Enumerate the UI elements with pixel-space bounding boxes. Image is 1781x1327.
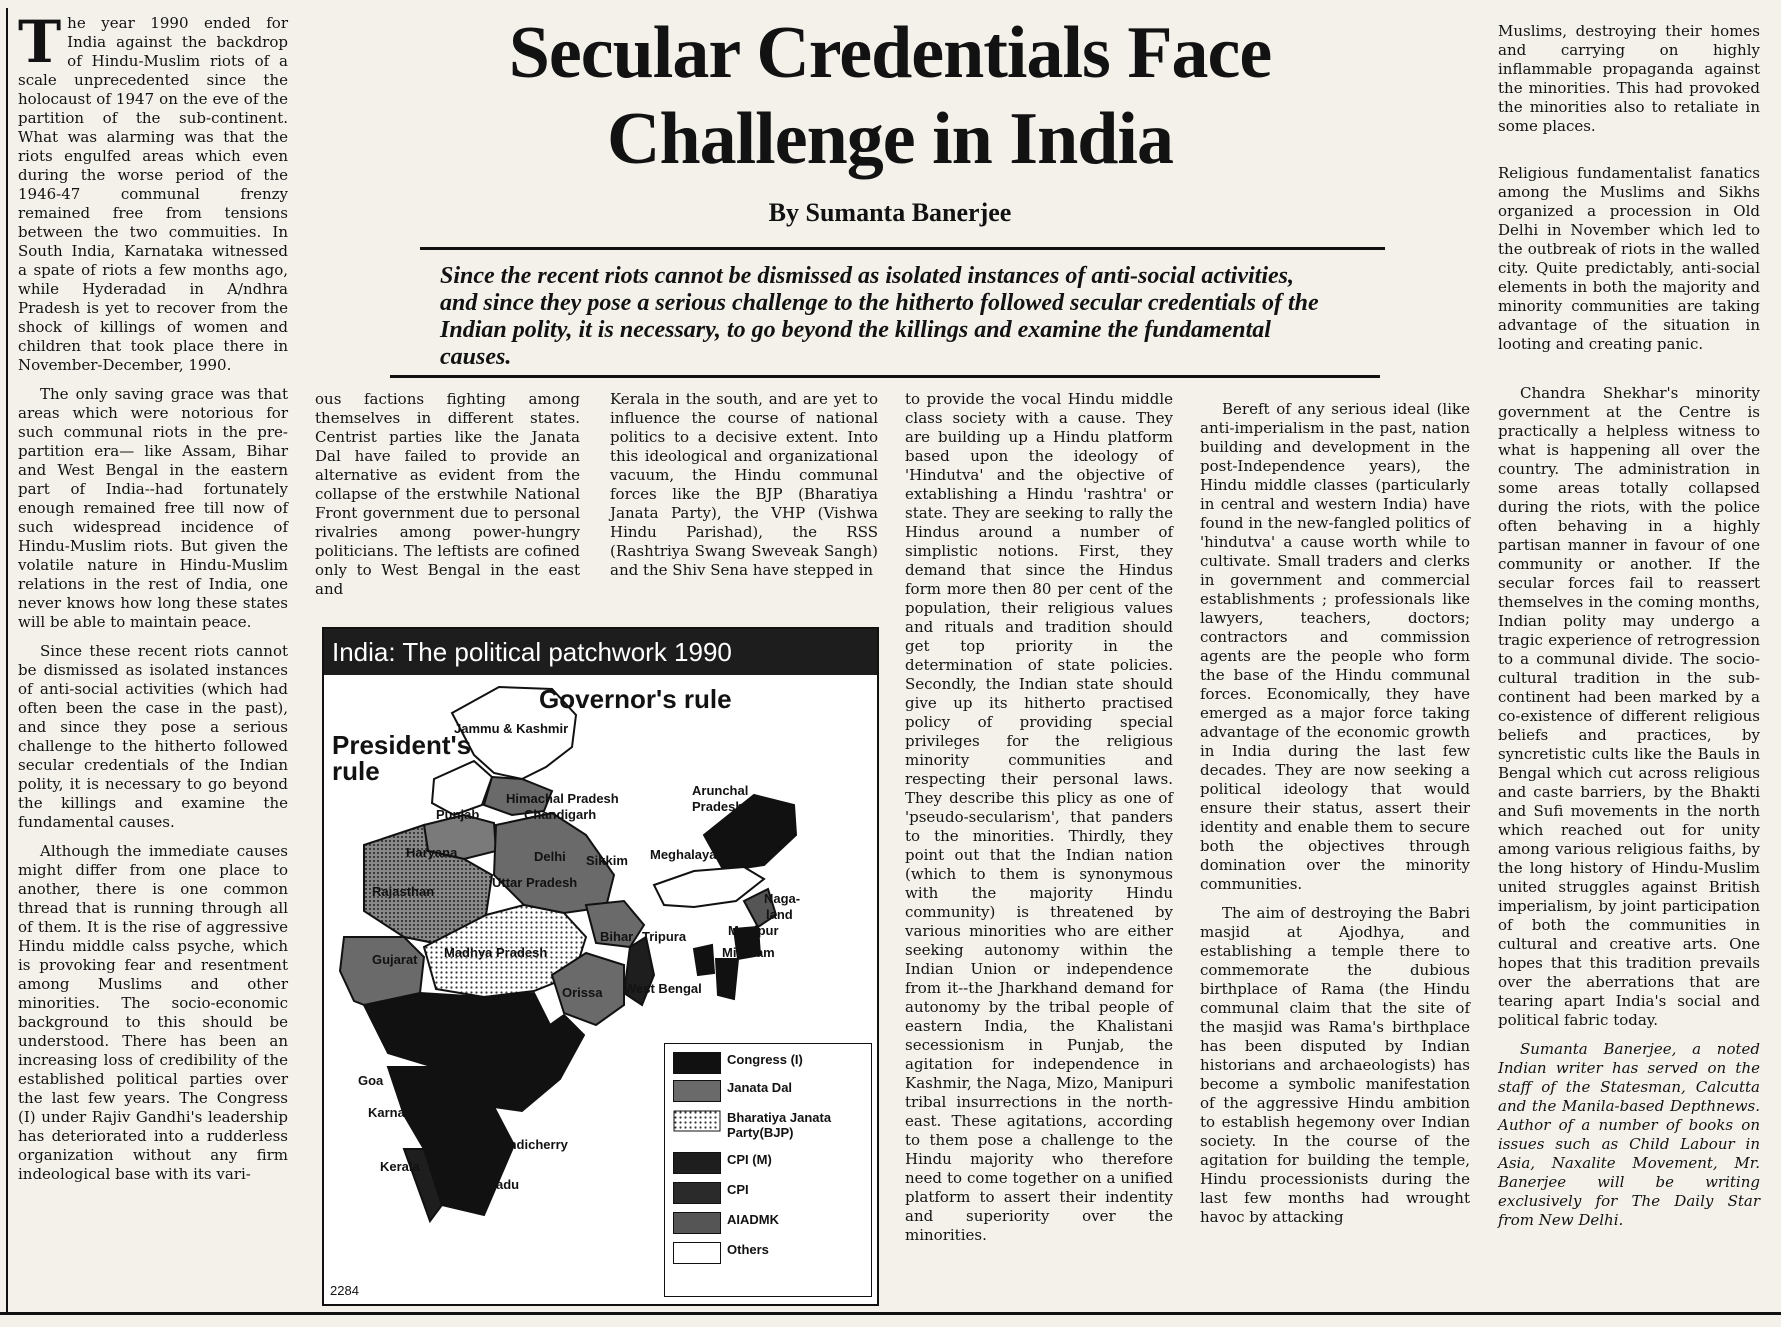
label-west-bengal: West Bengal <box>624 981 702 996</box>
label-punjab: Punjab <box>436 807 480 822</box>
drop-cap: T <box>18 8 62 76</box>
bottom-rule <box>0 1312 1781 1315</box>
headline <box>385 10 1395 182</box>
paragraph-1 <box>18 8 288 375</box>
label-tamil-nadu: Tamil Nadu <box>450 1177 520 1192</box>
label-nagaland-line1: Naga- <box>764 891 801 906</box>
column-4 <box>905 390 1173 1255</box>
governor-rule-callout: Governor's rule <box>539 684 732 714</box>
legend-swatch <box>673 1152 721 1174</box>
deck-top-rule <box>420 247 1385 250</box>
legend-swatch <box>673 1182 721 1204</box>
col4-paragraph-1: to provide the vocal Hindu middle class society with a cause. They are building up a Hindu platform based upon the ideology of 'Hindutva' and the objective of extablishing a Hindu 'rashtra' or state. They are seeking to rally the Hindus around a number of simplistic notions. First, they demand that since the Hindus form more then 80 per cent of the population, their religious values and rituals and tradition should get top priority in the determination of state policies. Secondly, the Indian state should give up its hitherto practised policy of providing special privileges for the religious minority communities and respecting their personal laws. They describe this plicy as one of 'pseudo-secularism', that panders to the minorities. Thirdly, they point out that the Indian nation (which to them is synonymous with the majority Hindu community) is threatened by various minorities who are either seeking autonomy within the Indian Union or independence from it--the Jharkhand demand for autonomy by the tribal people of eastern India, the Khalistani secessionism in Punjab, the agitation for independence in Kashmir, the Naga, Mizo, Manipuri tribal insurrections in the north-east. These agitations, according to them pose a challenge to the Hindu majority who therefore need to come together on a unified platform to assert their indentity and superiority over the minorities. <box>905 390 1173 1244</box>
map-title: India: The political patchwork 1990 <box>324 629 877 675</box>
label-haryana: Haryana <box>406 845 458 860</box>
column-1 <box>18 8 288 1184</box>
legend-swatch <box>673 1052 721 1074</box>
label-chandigarh: Chandigarh <box>524 807 597 822</box>
col2-paragraph-1: ous factions fighting among themselves in different states. Centrist parties like the Janata Dal have failed to provide an alternative as evident from the collapse of the erstwhile National Front government due to personal rivalries among power-hungry politicians. The leftists are cofined only to West Bengal in the east and <box>315 390 580 598</box>
deck-bottom-rule <box>390 375 1380 378</box>
map-code: 2284 <box>330 1283 359 1298</box>
label-andhra-line2: Pradesh <box>494 1079 546 1094</box>
label-himachal-pradesh: Himachal Pradesh <box>506 791 619 806</box>
headline-line-1: Secular Credentials Face <box>508 12 1272 94</box>
label-delhi: Delhi <box>534 849 566 864</box>
tripura-region <box>694 945 714 975</box>
label-sikkim: Sikkim <box>586 853 628 868</box>
col6-paragraph-2: Religious fundamentalist fanatics among the Muslims and Sikhs organized a procession in Old Delhi in November which led to the outbreak of riots in the walled city. Quite predictably, anti-social elements in both the majority and minority communities are taking advantage of the situation in looting and creating panic. <box>1498 164 1760 353</box>
map-legend <box>664 1043 872 1297</box>
legend-swatch <box>673 1212 721 1234</box>
byline: By Sumanta Banerjee <box>768 198 1012 227</box>
column-2 <box>315 390 580 609</box>
column-3 <box>610 390 878 590</box>
legend-swatch <box>673 1080 721 1102</box>
column-5 <box>1200 400 1470 1237</box>
label-karnataka: Karnataka <box>368 1105 431 1120</box>
col6-paragraph-1: Muslims, destroying their homes and carrying on highly inflammable propaganda against the minorities. This had provoked the minorities also to retaliate in some places. <box>1498 22 1760 135</box>
legend-label: Bharatiya Janata Party(BJP) <box>727 1110 832 1140</box>
label-kerala: Kerala <box>380 1159 420 1174</box>
india-political-map <box>322 627 879 1306</box>
legend-label: CPI <box>727 1182 749 1197</box>
label-jammu-kashmir: Jammu & Kashmir <box>454 721 569 736</box>
col6-paragraph-3: Chandra Shekhar's minority government at the Centre is practically a helpless witness to what is happening all over the country. The administration in some areas totally collapsed during the riots, with the police often behaving in a highly partisan manner in favour of one community or another. If the secular forces fail to reassert themselves in the coming months, Indian polity may undergo a tragic experience of retrogression to a communal divide. The socio-cultural tradition in the sub-continent had been marked by a co-existence of different religious beliefs and practices, by syncretistic cults like the Bauls in Bengal which cut across religious and caste barriers, by the Bhakti and Sufi movements in the north which reached out for unity among various religious faiths, by the long history of Hindu-Muslim united struggles against British imperialism, by joint participation of both the communities in cultural and creative arts. One hopes that this tradition prevails over the aberrations that are tearing apart India's social and political fabric today. <box>1498 384 1760 1029</box>
col3-paragraph-1: Kerala in the south, and are yet to influence the course of national politics to a decisive extent. Into this ideological and organizational vacuum, the Hindu communal forces like the BJP (Bharatiya Janata Party), the VHP (Vishwa Hindu Parishad), the RSS (Rashtriya Swang Sweveak Sangh) and the Shiv Sena have stepped in <box>610 390 878 579</box>
left-column-rule <box>6 8 8 1313</box>
col5-paragraph-2: The aim of destroying the Babri masjid at Ajodhya, and establishing a temple there to commemorate the dubious birthplace of Rama (the Hindu communal claim that the site of the masjid was Rama's birthplace has been disputed by Indian historians and archaeologists) has become a symbolic manifestation of the aggressive Hindu ambition to establish hegemony over Indian society. In the course of the agitation for building the temple, Hindu processionists during the last few months had wrought havoc by attacking <box>1200 904 1470 1226</box>
label-mizoram: Mizoram <box>722 945 775 960</box>
label-andhra-line1: Andra <box>494 1063 532 1078</box>
label-rajasthan: Rajasthan <box>372 884 435 899</box>
legend-label: Janata Dal <box>727 1080 793 1095</box>
label-orissa: Orissa <box>562 985 603 1000</box>
label-manipur: Manipur <box>728 923 779 938</box>
president-rule-callout-line1: President's <box>332 730 472 760</box>
author-bio: Sumanta Banerjee, a noted Indian writer has served on the staff of the Statesman, Calcutta and the Manila-based Depthnews. Author of a number of books on issues such as Child Labour in Asia, Naxalite Movement, Mr. Banerjee will be writing exclusively for The Daily Star from New Delhi. <box>1498 1040 1760 1229</box>
label-uttar-pradesh: Uttar Pradesh <box>492 875 578 890</box>
label-arunachal-line2: Pradesh <box>692 799 744 814</box>
deck: Since the recent riots cannot be dismissed as isolated instances of anti-social activities, and since they pose a serious challenge to the hitherto followed secular credentials of the Indian polity, it is necessary, to go beyond the killings and examine the fundamental causes. <box>440 263 1319 370</box>
legend-label: AIADMK <box>727 1212 779 1227</box>
legend-swatch <box>673 1242 721 1264</box>
legend-label: Others <box>727 1242 769 1257</box>
col5-paragraph-1: Bereft of any serious ideal (like anti-imperialism in the past, nation building and development in the post-Independence years), the Hindu middle classes (particularly in central and western India) have found in the new-fangled politics of 'hindutva' a cause worth while to cultivate. Small traders and clerks in government and commercial establishments ; professionals like lawyers, teachers, doctors; contractors and commission agents are the people who form the base of the Hindu communal forces. Economically, they have emerged as a major force taking advantage of the economic growth in India during the last few decades. They are now seeking a political ideology that would ensure their status, assert their identity and enable them to secure both the objectives through domination over the minority communities. <box>1200 400 1470 893</box>
label-pondicherry: Pondicherry <box>492 1137 568 1152</box>
paragraph-2: The only saving grace was that areas which were notorious for such communal riots in the pre-partition era— like Assam, Bihar and West Bengal in the eastern part of India--had fortunately enough remained free till now of such widespread incidence of Hindu-Muslim riots. But given the volatile nature in Hindu-Muslim relations in the rest of India, one never knows how long these states will be able to maintain peace. <box>18 385 288 631</box>
president-rule-callout-line2: rule <box>332 756 380 786</box>
label-meghalaya: Meghalaya <box>650 847 717 862</box>
label-gujarat: Gujarat <box>372 952 418 967</box>
legend-swatch <box>673 1110 721 1132</box>
label-bihar: Bihar <box>600 929 634 944</box>
paragraph-4: Although the immediate causes might differ from one place to another, there is one common thread that is running through all of them. It is the rise of aggressive Hindu middle calss psyche, which is provoking fear and resentment among Muslims and other minorities. The socio-economic background to this should be understood. There has been an increasing loss of credibility of the established political parties over the last few years. The Congress (I) under Rajiv Gandhi's leadership has deteriorated into a rudderless organization without any firm indeological base with its vari- <box>18 842 288 1183</box>
headline-line-2: Challenge in India <box>607 98 1173 180</box>
label-goa: Goa <box>358 1073 384 1088</box>
legend-label: CPI (M) <box>727 1152 772 1167</box>
mizoram-region <box>716 959 738 999</box>
label-nagaland-line2: land <box>766 907 793 922</box>
paragraph-3: Since these recent riots cannot be dismissed as isolated instances of anti-social activities (which had often been the case in the past), and since they pose a serious challenge to the hitherto followed secular credentials of the Indian polity, it is necessary to go beyond the killings and examine the fundamental causes. <box>18 642 288 831</box>
legend-label: Congress (I) <box>727 1052 803 1067</box>
column-6 <box>1498 22 1760 1240</box>
label-arunachal-line1: Arunchal <box>692 783 749 798</box>
label-madhya-pradesh: Madhya Pradesh <box>444 945 548 960</box>
label-maharashtra: Maharashtra <box>392 1002 470 1017</box>
paragraph-1-text: he year 1990 ended for India against the backdrop of Hindu-Muslim riots of a scale unprecedented since the holocaust of 1947 on the eve of the partition of the sub-continent. What was alarming was that the riots engulfed areas which even during the worse period of the 1946-47 communal frenzy remained free from tensions between the two commuities. In South India, Karnataka witnessed a spate of riots a few months ago, while Hyderadad in A/ndhra Pradesh is yet to recover from the shock of killings of women and children that took place there in November-December, 1990. <box>18 14 288 374</box>
label-tripura: Tripura <box>642 929 687 944</box>
